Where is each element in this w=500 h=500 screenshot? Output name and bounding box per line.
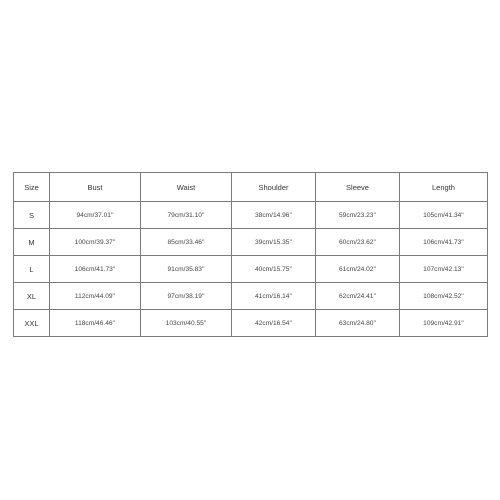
size-cell: XXL: [14, 310, 50, 337]
sleeve-cell: 61cm/24.02'': [316, 256, 400, 283]
bust-cell: 106cm/41.73'': [50, 256, 141, 283]
shoulder-cell: 41cm/16.14'': [232, 283, 316, 310]
waist-cell: 85cm/33.46'': [141, 229, 232, 256]
bust-cell: 118cm/46.46'': [50, 310, 141, 337]
table-row: [14, 202, 488, 229]
length-cell: 106cm/41.73'': [400, 229, 488, 256]
sleeve-cell: 59cm/23.23'': [316, 202, 400, 229]
shoulder-cell: 38cm/14.96'': [232, 202, 316, 229]
size-cell: M: [14, 229, 50, 256]
waist-cell: 103cm/40.55'': [141, 310, 232, 337]
length-cell: 108cm/42.52'': [400, 283, 488, 310]
header-size: Size: [14, 173, 50, 202]
bust-cell: 112cm/44.09'': [50, 283, 141, 310]
waist-cell: 91cm/35.83'': [141, 256, 232, 283]
header-waist: Waist: [141, 173, 232, 202]
shoulder-cell: 40cm/15.75'': [232, 256, 316, 283]
length-cell: 109cm/42.91'': [400, 310, 488, 337]
bust-cell: 94cm/37.01'': [50, 202, 141, 229]
table-row: [14, 283, 488, 310]
size-cell: XL: [14, 283, 50, 310]
size-chart-table: [13, 172, 488, 337]
bust-cell: 100cm/39.37'': [50, 229, 141, 256]
table-row: [14, 310, 488, 337]
table-row: [14, 229, 488, 256]
header-length: Length: [400, 173, 488, 202]
sleeve-cell: 63cm/24.80'': [316, 310, 400, 337]
header-shoulder: Shoulder: [232, 173, 316, 202]
sleeve-cell: 62cm/24.41'': [316, 283, 400, 310]
size-cell: L: [14, 256, 50, 283]
size-cell: S: [14, 202, 50, 229]
header-sleeve: Sleeve: [316, 173, 400, 202]
length-cell: 107cm/42.13'': [400, 256, 488, 283]
waist-cell: 79cm/31.10'': [141, 202, 232, 229]
length-cell: 105cm/41.34'': [400, 202, 488, 229]
header-bust: Bust: [50, 173, 141, 202]
waist-cell: 97cm/38.19'': [141, 283, 232, 310]
shoulder-cell: 39cm/15.35'': [232, 229, 316, 256]
shoulder-cell: 42cm/16.54'': [232, 310, 316, 337]
sleeve-cell: 60cm/23.62'': [316, 229, 400, 256]
header-row: [14, 173, 488, 202]
table-row: [14, 256, 488, 283]
